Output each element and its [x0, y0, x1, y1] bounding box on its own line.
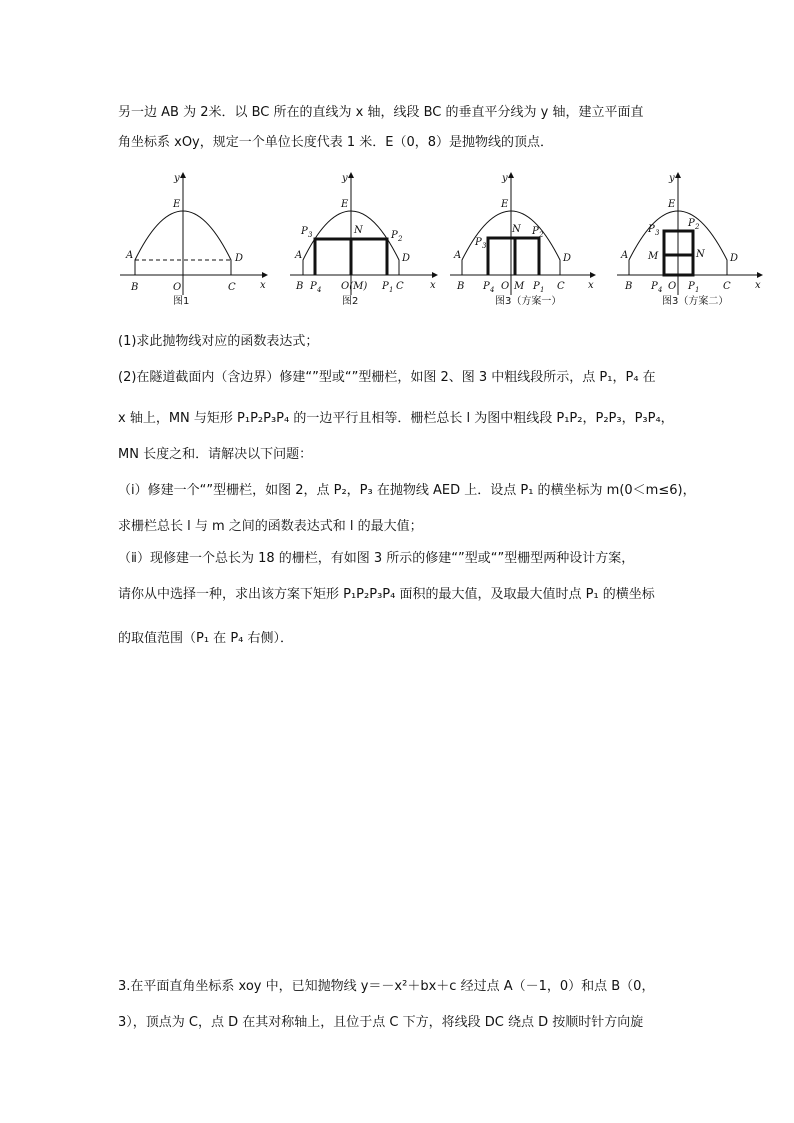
figure-3-scheme-2 — [612, 165, 777, 315]
question-2i-line-2: 求栅栏总长 l 与 m 之间的函数表达式和 l 的最大值； — [118, 519, 423, 534]
fig1-d-label: D — [235, 253, 244, 264]
fig3a-y-label: y — [502, 173, 508, 184]
fig2-a-label: A — [295, 250, 303, 261]
fig1-a-label: A — [126, 250, 134, 261]
fig1-c-label: C — [228, 282, 236, 293]
fig3b-y-label: y — [669, 173, 675, 184]
fig3b-e-label: E — [668, 199, 676, 210]
fig2-d-label: D — [402, 253, 411, 264]
fig2-p4-label: P — [310, 281, 317, 292]
fig3a-x-label: x — [588, 280, 594, 291]
fig3a-a-label: A — [454, 250, 462, 261]
fig3a-p1-sub: 1 — [540, 286, 545, 294]
fig3b-p1-label: P — [688, 281, 695, 292]
fig3b-o-label: O — [668, 281, 677, 292]
fig3a-m-label: M — [514, 281, 525, 292]
fig3a-caption: 图3（方案一） — [495, 296, 562, 307]
fig3b-x-label: x — [755, 280, 761, 291]
fig2-p2-sub: 2 — [398, 235, 403, 243]
fig3b-p4-label: P — [651, 281, 658, 292]
fig3a-p3-sub: 3 — [482, 242, 487, 250]
fig3a-p2-sub: 2 — [539, 231, 544, 239]
fig3b-d-label: D — [730, 253, 739, 264]
figure-1 — [115, 165, 275, 315]
fig3b-p1-sub: 1 — [695, 286, 700, 294]
fig2-p3-label: P — [301, 226, 308, 237]
fig2-p1-label: P — [382, 281, 389, 292]
fig2-b-label: B — [296, 281, 304, 292]
fig3b-a-label: A — [621, 250, 629, 261]
question-2i-line-1: （ⅰ）修建一个“”型栅栏，如图 2，点 P₂，P₃ 在抛物线 AED 上．设点 P₁ 的横坐标为 m(0＜m≤6)， — [118, 483, 696, 498]
fig2-c-label: C — [396, 281, 404, 292]
fig2-n-label: N — [354, 225, 363, 236]
figure-2 — [285, 165, 445, 315]
fig3a-e-label: E — [501, 199, 509, 210]
question-2-line-2: x 轴上，MN 与矩形 P₁P₂P₃P₄ 的一边平行且相等．栅栏总长 l 为图中粗线段 P₁P₂，P₂P₃，P₃P₄， — [118, 411, 674, 426]
fig3b-caption: 图3（方案二） — [662, 296, 729, 307]
fig1-o-label: O — [173, 282, 182, 293]
fig2-e-label: E — [341, 199, 349, 210]
fig3b-p3-sub: 3 — [655, 229, 660, 237]
fig3a-o-label: O — [501, 281, 510, 292]
figure-3-scheme-1 — [445, 165, 605, 315]
fig3a-p4-sub: 4 — [490, 286, 495, 294]
question-2ii-line-2: 请你从中选择一种，求出该方案下矩形 P₁P₂P₃P₄ 面积的最大值，及取最大值时点 P₁ 的横坐标 — [118, 587, 655, 602]
text-line-1: 另一边 AB 为 2米．以 BC 所在的直线为 x 轴，线段 BC 的垂直平分线为 y 轴，建立平面直 — [118, 105, 644, 120]
fig3a-p1-label: P — [533, 281, 540, 292]
fig3b-c-label: C — [723, 281, 731, 292]
fig3b-m-label: M — [648, 251, 659, 262]
fig3a-b-label: B — [457, 281, 465, 292]
fig3a-d-label: D — [563, 253, 572, 264]
fig3a-p3-label: P — [475, 237, 482, 248]
fig1-x-label: x — [260, 280, 266, 291]
fig3b-p3-label: P — [648, 224, 655, 235]
fig3b-p2-sub: 2 — [695, 223, 700, 231]
fig2-p4-sub: 4 — [317, 286, 322, 294]
question-2ii-line-3: 的取值范围（P₁ 在 P₄ 右侧）． — [118, 631, 293, 646]
question-1: (1)求此抛物线对应的函数表达式； — [118, 334, 319, 349]
fig3b-p4-sub: 4 — [658, 286, 663, 294]
fig3b-n-label: N — [696, 249, 705, 260]
fig3b-b-label: B — [625, 281, 633, 292]
fig3a-p4-label: P — [483, 281, 490, 292]
fig2-y-label: y — [342, 173, 348, 184]
text-line-2: 角坐标系 xOy，规定一个单位长度代表 1 米．E（0，8）是抛物线的顶点． — [118, 135, 554, 150]
question-2-line-3: MN 长度之和．请解决以下问题： — [118, 447, 313, 462]
fig1-caption: 图1 — [173, 296, 190, 307]
fig3a-c-label: C — [557, 281, 565, 292]
fig1-b-label: B — [131, 282, 139, 293]
fig2-x-label: x — [430, 280, 436, 291]
fig2-caption: 图2 — [342, 296, 359, 307]
fig3a-n-label: N — [512, 224, 521, 235]
fig2-p1-sub: 1 — [389, 286, 394, 294]
question-2-line-1: (2)在隧道截面内（含边界）修建“”型或“”型栅栏，如图 2、图 3 中粗线段所示，点 P₁，P₄ 在 — [118, 370, 656, 385]
fig2-p3-sub: 3 — [308, 231, 313, 239]
fig1-e-label: E — [173, 199, 181, 210]
fig1-y-label: y — [174, 173, 180, 184]
fig2-om-label: O(M) — [341, 281, 368, 292]
fig2-p2-label: P — [391, 230, 398, 241]
problem-3-line-2: 3），顶点为 C，点 D 在其对称轴上，且位于点 C 下方，将线段 DC 绕点 D 按顺时针方向旋 — [118, 1015, 644, 1030]
fig3a-p2-label: P — [532, 226, 539, 237]
question-2ii-line-1: （ⅱ）现修建一个总长为 18 的栅栏，有如图 3 所示的修建“”型或“”型栅型两种设计方案， — [118, 551, 635, 566]
problem-3-line-1: 3.在平面直角坐标系 xoy 中，已知抛物线 y＝－x²＋bx＋c 经过点 A（－1，0）和点 B（0， — [118, 979, 655, 994]
fig3b-p2-label: P — [688, 218, 695, 229]
